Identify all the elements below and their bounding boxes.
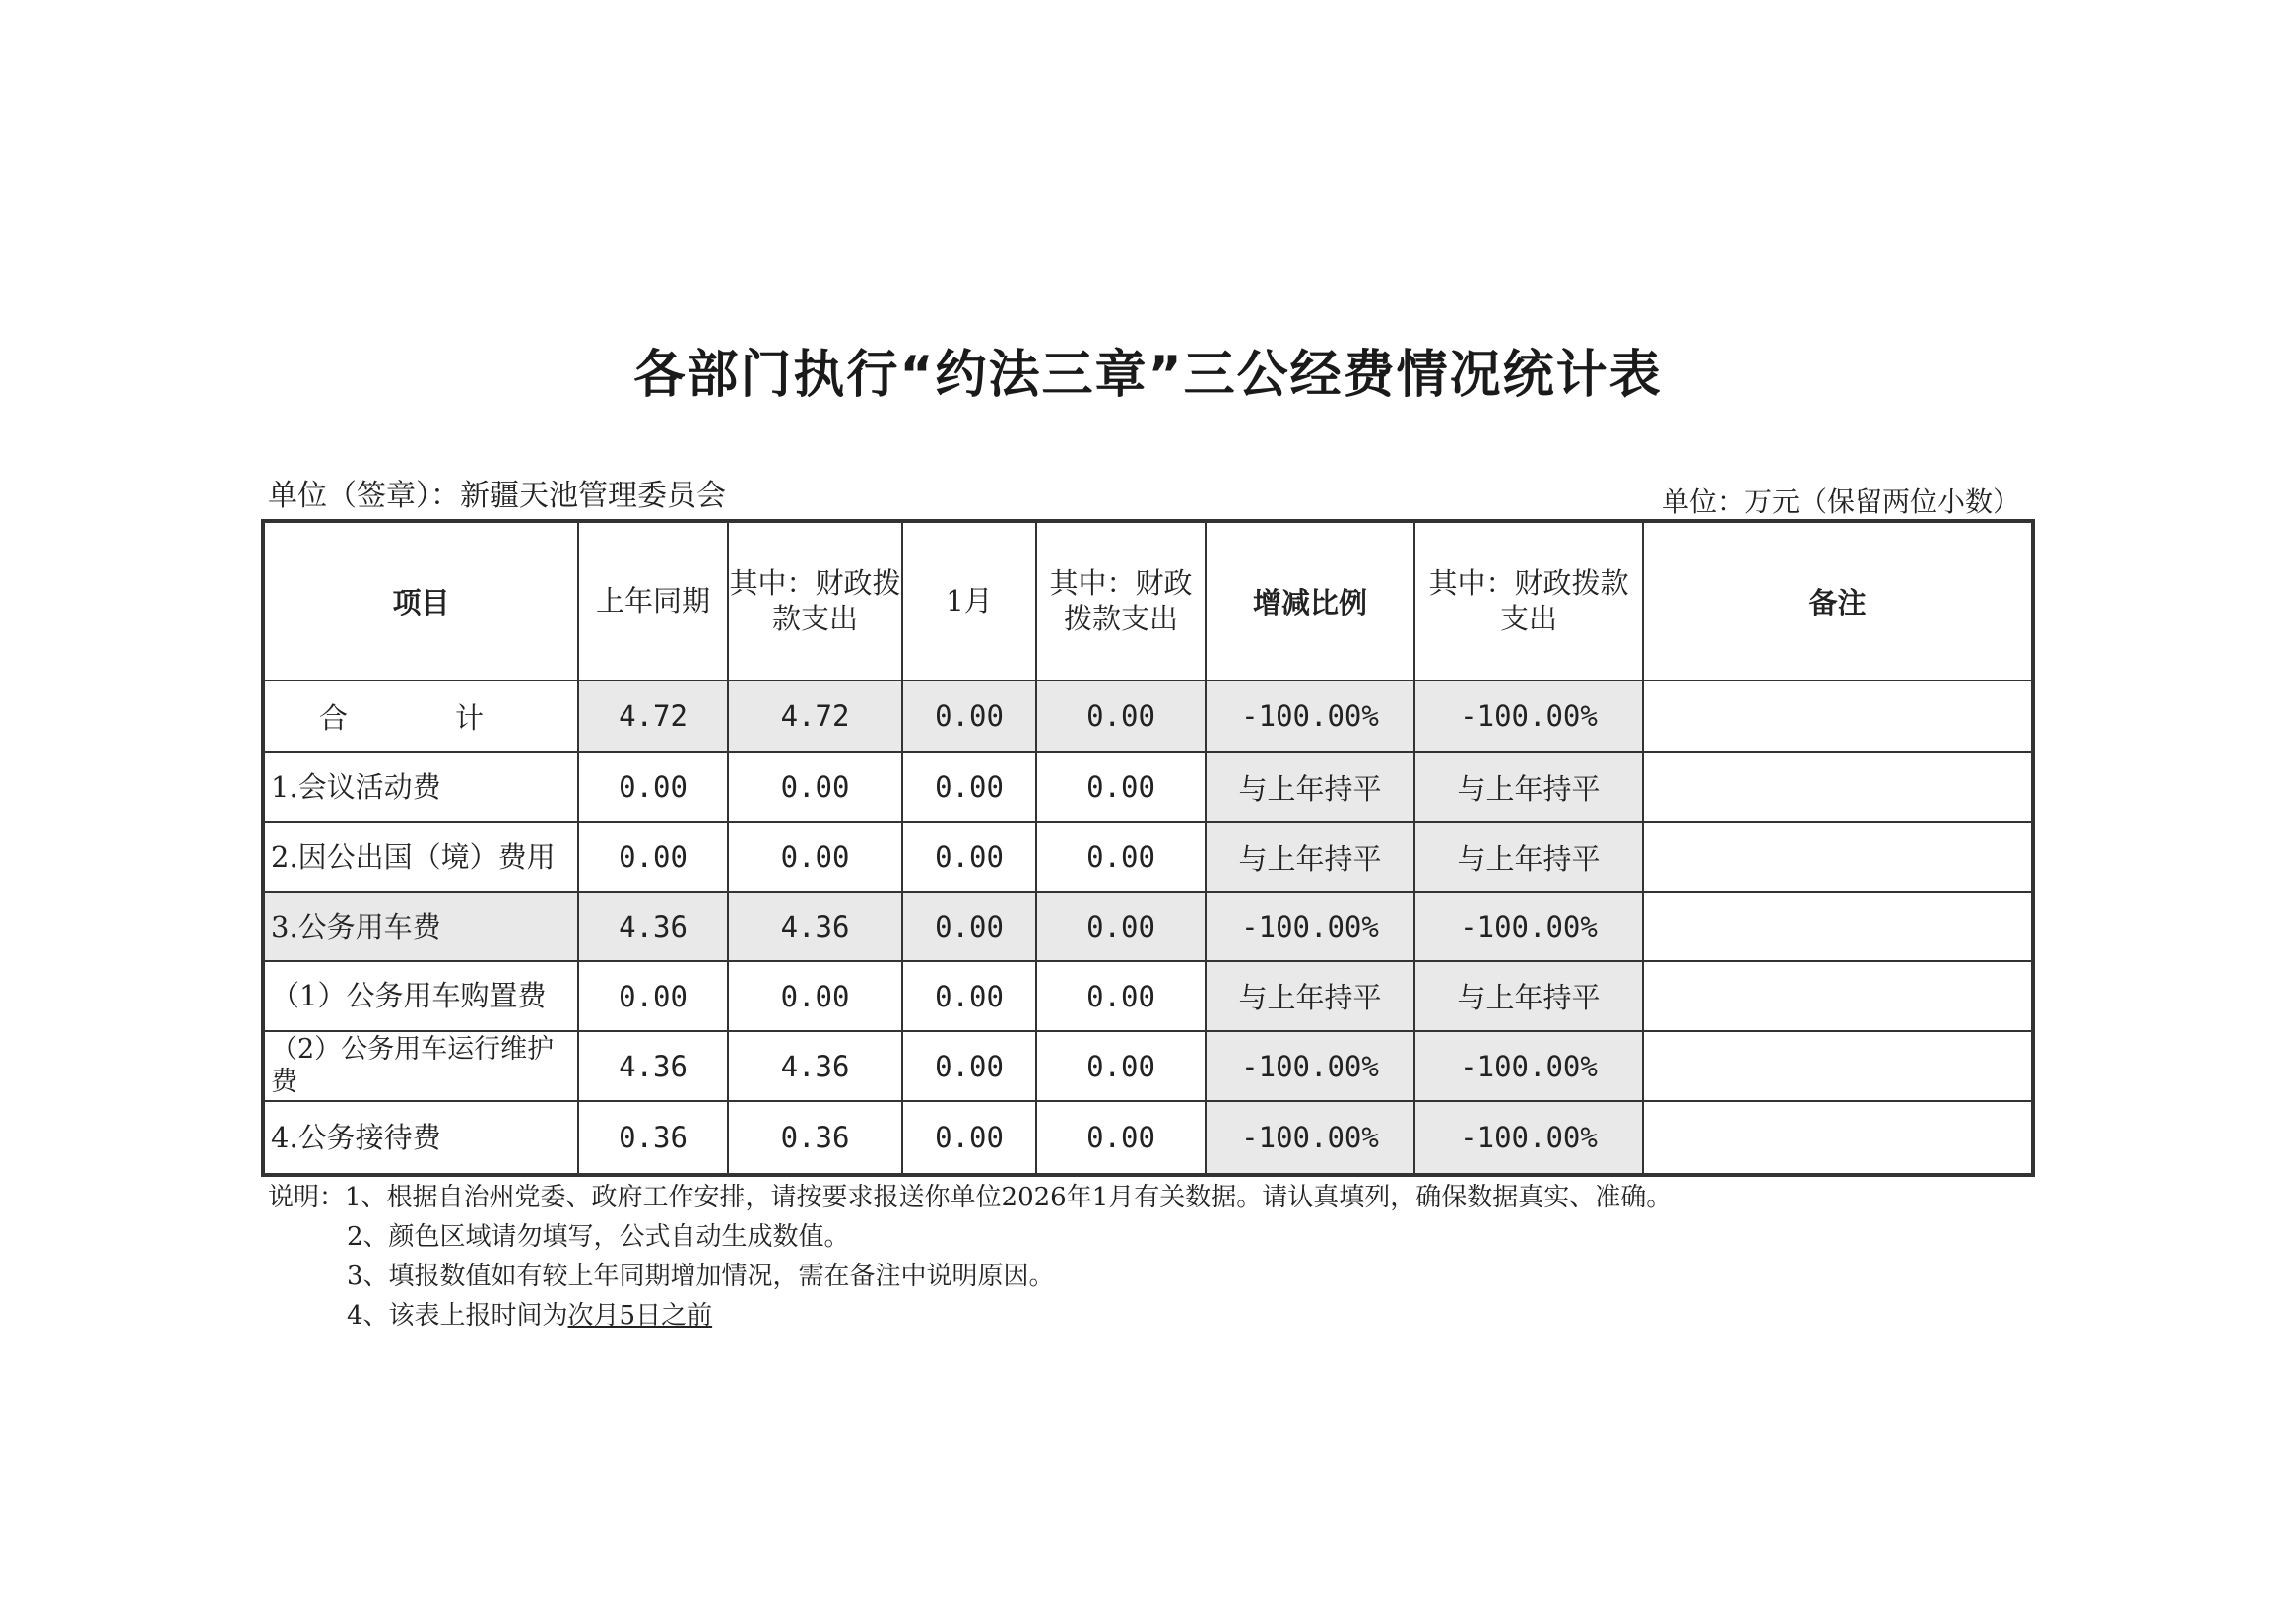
cell-remark [1643,752,2033,822]
cell-month-fiscal: 0.00 [1036,822,1206,892]
cell-month-fiscal: 0.00 [1036,892,1206,962]
cell-remark [1643,681,2033,752]
cell-change: -100.00% [1206,681,1414,752]
row-label: （2）公务用车运行维护费 [263,1031,578,1101]
cell-prev: 0.00 [578,752,728,822]
row-label: 4.公务接待费 [263,1101,578,1175]
cell-change-fiscal: 与上年持平 [1414,961,1643,1031]
cell-prev: 4.36 [578,1031,728,1101]
cell-change: 与上年持平 [1206,752,1414,822]
cell-prev: 0.36 [578,1101,728,1175]
header-prev-fiscal: 其中：财政拨款支出 [728,521,902,681]
cell-month-fiscal: 0.00 [1036,961,1206,1031]
table-row [263,752,2033,822]
table-row [263,1031,2033,1101]
notes-section [268,1178,1672,1335]
cell-month: 0.00 [902,681,1036,752]
header-prev: 上年同期 [578,521,728,681]
cell-change: 与上年持平 [1206,961,1414,1031]
row-label: 2.因公出国（境）费用 [263,822,578,892]
cell-prev-fiscal: 0.36 [728,1101,902,1175]
cell-change-fiscal: 与上年持平 [1414,752,1643,822]
cell-prev-fiscal: 0.00 [728,822,902,892]
expense-table [261,519,2035,1177]
cell-prev-fiscal: 0.00 [728,752,902,822]
reporting-unit: 单位（签章）：新疆天池管理委员会 [268,479,726,513]
cell-change: 与上年持平 [1206,822,1414,892]
cell-month-fiscal: 0.00 [1036,681,1206,752]
cell-change: -100.00% [1206,1031,1414,1101]
cell-month: 0.00 [902,752,1036,822]
cell-change-fiscal: 与上年持平 [1414,822,1643,892]
header-remark: 备注 [1643,521,2033,681]
note-2: 2、颜色区域请勿填写，公式自动生成数值。 [347,1222,850,1252]
header-item: 项目 [263,521,578,681]
cell-change: -100.00% [1206,1101,1414,1175]
cell-remark [1643,1101,2033,1175]
cell-month-fiscal: 0.00 [1036,1101,1206,1175]
note-4-deadline: 次月5日之前 [567,1301,713,1330]
cell-month: 0.00 [902,961,1036,1031]
cell-prev-fiscal: 4.72 [728,681,902,752]
header-month-fiscal: 其中：财政拨款支出 [1036,521,1206,681]
table-row-total [263,681,2033,752]
row-label: （1）公务用车购置费 [263,961,578,1031]
table-header-row [263,521,2033,681]
header-change: 增减比例 [1206,521,1414,681]
cell-remark [1643,1031,2033,1101]
cell-prev: 0.00 [578,822,728,892]
table-row [263,1101,2033,1175]
cell-month: 0.00 [902,822,1036,892]
cell-prev-fiscal: 0.00 [728,961,902,1031]
cell-prev: 4.72 [578,681,728,752]
table-row [263,822,2033,892]
cell-remark [1643,892,2033,962]
row-label: 1.会议活动费 [263,752,578,822]
row-label: 合 计 [263,681,578,752]
cell-month: 0.00 [902,1101,1036,1175]
cell-month-fiscal: 0.00 [1036,752,1206,822]
header-month: 1月 [902,521,1036,681]
note-4-text: 4、该表上报时间为 [347,1301,568,1330]
cell-prev-fiscal: 4.36 [728,1031,902,1101]
cell-change-fiscal: -100.00% [1414,1031,1643,1101]
table-row [263,961,2033,1031]
note-4 [268,1296,1672,1335]
page-title: 各部门执行“约法三章”三公经费情况统计表 [633,346,1663,405]
note-3: 3、填报数值如有较上年同期增加情况，需在备注中说明原因。 [347,1262,1055,1291]
row-label: 3.公务用车费 [263,892,578,962]
currency-unit: 单位：万元（保留两位小数） [1661,486,2020,518]
cell-prev: 0.00 [578,961,728,1031]
cell-prev-fiscal: 4.36 [728,892,902,962]
cell-change-fiscal: -100.00% [1414,681,1643,752]
cell-month: 0.00 [902,1031,1036,1101]
cell-remark [1643,961,2033,1031]
header-change-fiscal: 其中：财政拨款支出 [1414,521,1643,681]
cell-month: 0.00 [902,892,1036,962]
cell-change: -100.00% [1206,892,1414,962]
cell-change-fiscal: -100.00% [1414,1101,1643,1175]
cell-prev: 4.36 [578,892,728,962]
cell-change-fiscal: -100.00% [1414,892,1643,962]
cell-remark [1643,822,2033,892]
note-1: 说明：1、根据自治州党委、政府工作安排，请按要求报送你单位2026年1月有关数据。请认真填列，确保数据真实、准确。 [268,1183,1673,1212]
cell-month-fiscal: 0.00 [1036,1031,1206,1101]
table-row [263,892,2033,962]
